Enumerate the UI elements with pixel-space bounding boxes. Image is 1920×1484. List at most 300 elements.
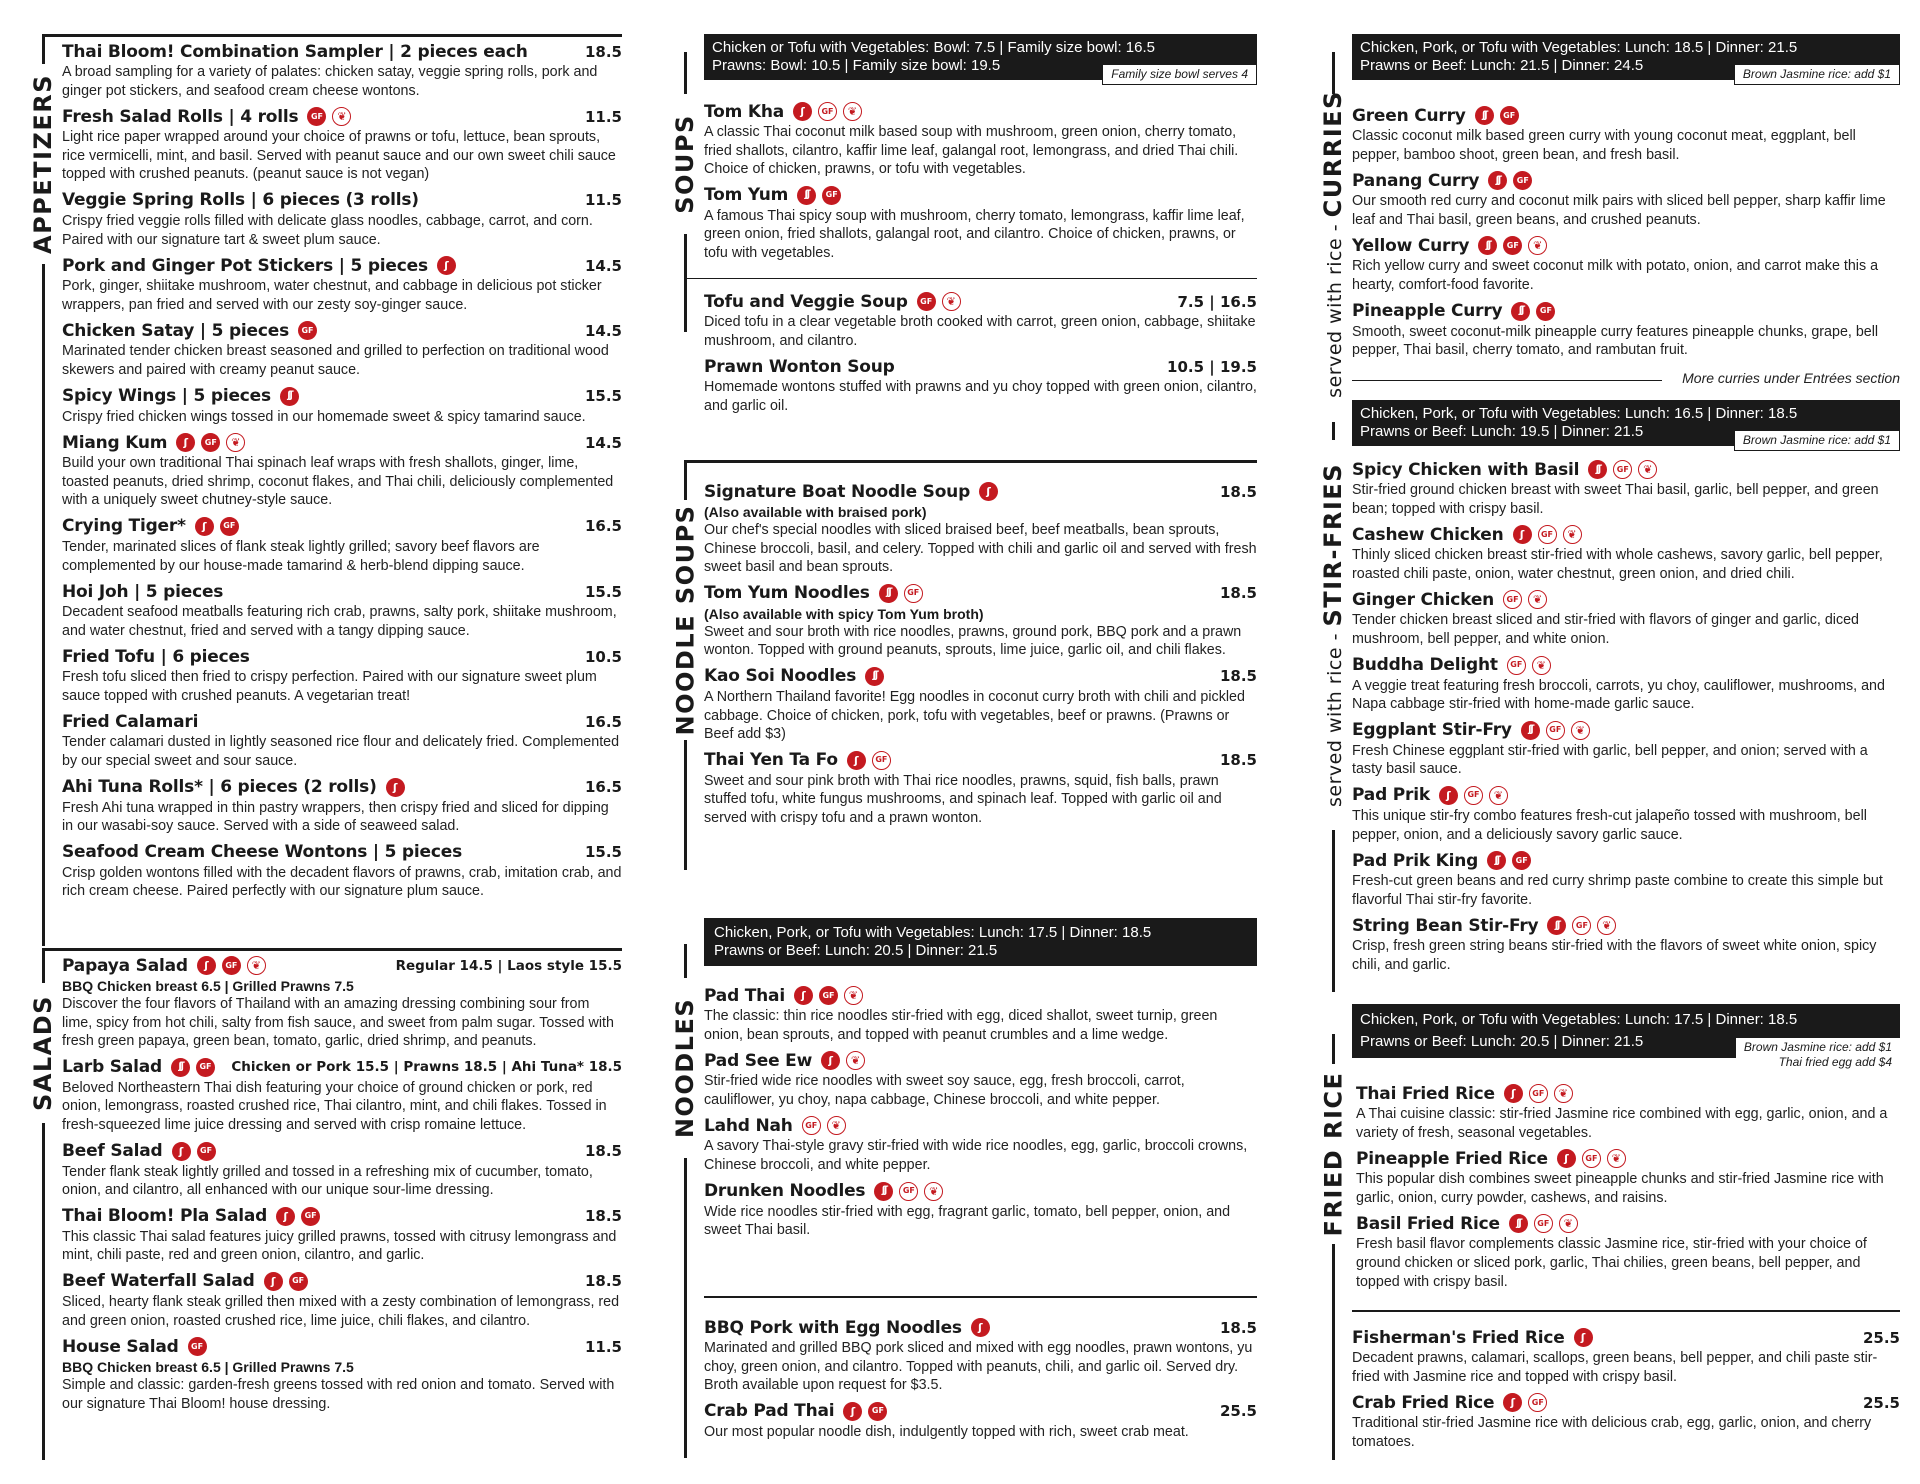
gf-icon: GF [868, 1402, 887, 1421]
dietary-icons [793, 102, 862, 121]
menu-item-name: Basil Fried Rice [1356, 1213, 1500, 1234]
noodles-section [672, 918, 1257, 1458]
menu-item-header [62, 1335, 622, 1358]
menu-item [704, 355, 1257, 415]
menu-item-price: 16.5 [584, 712, 622, 731]
menu-item-price: 10.5 [584, 647, 622, 666]
stir-fries-list [1352, 458, 1900, 980]
menu-item [1352, 169, 1900, 229]
menu-item-description: Our smooth red curry and coconut milk pairs with sliced bell pepper, sharp kaffir lime leaf and Thai basil, green beans, and crushed peanuts. [1352, 193, 1886, 228]
chili-icon: ʃ [821, 1051, 840, 1070]
chili-icon: ʃ [843, 1402, 862, 1421]
dietary-icons [197, 956, 266, 975]
menu-item-name: Ginger Chicken [1352, 589, 1495, 610]
menu-item-header [1356, 1082, 1900, 1105]
noodles-list-2 [704, 1316, 1257, 1446]
double-chili-icon: ʃʃ [1475, 106, 1494, 125]
leaf-icon: ❦ [1554, 1084, 1573, 1103]
menu-item-header [1352, 588, 1900, 611]
menu-item [704, 290, 1257, 350]
menu-item [1352, 300, 1900, 360]
menu-item-name: Crying Tiger* [62, 516, 186, 537]
menu-item-description: A famous Thai spicy soup with mushroom, cherry tomato, lemongrass, kaffir lime leaf, green onion, fried shallots, galangal root, and cilantro. Choice of chicken, prawns, or tofu with vegetables. [704, 207, 1245, 261]
menu-item-description: Decadent prawns, calamari, scallops, green beans, bell pepper, and chili paste stir-fried with Jasmine rice and topped with crispy basil. [1352, 1350, 1878, 1385]
menu-item-description: Crispy fried veggie rolls filled with delicate glass noodles, cabbage, carrot, and corn. Paired with our signature tart & sweet plum sauce. [62, 212, 593, 248]
leaf-icon: ❦ [1528, 236, 1547, 255]
curries-divider [1352, 380, 1662, 381]
menu-item-description: Homemade wontons stuffed with prawns and yu choy topped with green onion, cilantro, and garlic oil. [704, 379, 1257, 414]
price-line: Chicken, Pork, or Tofu with Vegetables: Lunch: 18.5 | Dinner: 21.5 [1360, 39, 1798, 56]
menu-item [704, 184, 1257, 263]
gf-option-icon: GF [1464, 786, 1483, 805]
menu-item [1356, 1147, 1900, 1207]
chili-icon: ʃ [794, 986, 813, 1005]
menu-item-name: Fried Calamari [62, 711, 199, 732]
menu-item-name: Crab Pad Thai [704, 1401, 835, 1422]
menu-item-header [1352, 784, 1900, 807]
menu-item [62, 1140, 622, 1200]
leaf-icon: ❦ [1532, 656, 1551, 675]
menu-item-name: Hoi Joh | 5 pieces [62, 581, 224, 602]
menu-item-name: Beef Salad [62, 1141, 163, 1162]
menu-item [704, 1400, 1257, 1442]
leaf-icon: ❦ [1489, 786, 1508, 805]
fried-rice-list [1356, 1082, 1900, 1296]
section-top-rule [42, 948, 622, 951]
menu-item-price: 11.5 [584, 191, 622, 210]
menu-item [62, 1205, 622, 1265]
dietary-icons [386, 778, 405, 797]
menu-item [62, 254, 622, 314]
menu-item-description: Tender chicken breast sliced and stir-fried with flavors of ginger and garlic, diced mushroom, bell pepper, and white onion. [1352, 612, 1859, 647]
menu-item-name: Tofu and Veggie Soup [704, 291, 908, 312]
leaf-icon: ❦ [1563, 525, 1582, 544]
menu-item-header [62, 254, 622, 277]
menu-item-header [1352, 654, 1900, 677]
gf-option-icon: GF [1529, 1084, 1548, 1103]
section-top-rule [684, 460, 1257, 463]
menu-item-description: This unique stir-fry combo features fresh-cut jalapeño tossed with mushroom, bell pepper, onion, and a deliciously savory garlic sauce. [1352, 807, 1867, 843]
noodles-price-box [704, 918, 1257, 966]
fried-rice-notes [1736, 1038, 1900, 1072]
menu-item-name: String Bean Stir-Fry [1352, 915, 1539, 936]
double-chili-icon: ʃʃ [1509, 1214, 1528, 1233]
leaf-icon: ❦ [1559, 1214, 1578, 1233]
menu-item-name: Thai Fried Rice [1356, 1083, 1495, 1104]
menu-item-description: Fresh Ahi tuna wrapped in thin pastry wrappers, then crispy fried and sliced for dipping in our wasabi-soy sauce. Served with a side of seaweed salad. [62, 799, 609, 835]
menu-item [62, 105, 622, 184]
noodle-soups-list [704, 480, 1257, 833]
menu-item-description: Tender, marinated slices of flank steak lightly grilled; savory beef flavors are complemented by our house-made tamarind & herb-blend dipping sauce. [62, 538, 540, 574]
gf-icon: GF [220, 517, 239, 536]
menu-item-name: Papaya Salad [62, 955, 188, 976]
dietary-icons [1478, 236, 1547, 255]
gf-option-icon: GF [872, 751, 891, 770]
menu-item [704, 1316, 1257, 1395]
gf-icon: GF [301, 1207, 320, 1226]
chili-icon: ʃ [847, 751, 866, 770]
dietary-icons [1507, 656, 1551, 675]
menu-item-header [1352, 849, 1900, 872]
gf-option-icon: GF [818, 102, 837, 121]
section-title: NOODLES [667, 978, 703, 1158]
dietary-icons [1557, 1149, 1626, 1168]
dietary-icons [1521, 721, 1590, 740]
double-chili-icon: ʃʃ [874, 1182, 893, 1201]
dietary-icons [979, 482, 998, 501]
menu-item-header [62, 40, 622, 63]
leaf-icon: ❦ [843, 102, 862, 121]
dietary-icons [264, 1272, 308, 1291]
menu-item [62, 515, 622, 575]
leaf-icon: ❦ [226, 433, 245, 452]
menu-item-description: Fresh Chinese eggplant stir-fried with garlic, bell pepper, and onion; served with a tasty basil sauce. [1352, 742, 1868, 778]
menu-item-description: Stir-fried wide rice noodles with sweet soy sauce, egg, fresh broccoli, carrot, cauliflower, yu choy, napa cabbage, Chinese broccoli, and white pepper. [704, 1073, 1185, 1108]
menu-item-price: 18.5 [1219, 482, 1257, 501]
menu-item-description: Discover the four flavors of Thailand with an amazing dressing combining sour from lime, spicy from hot chili, salty from fish sauce, and sweet from palm sugar. Tossed with fresh green papaya, green bean, tomato, garlic, dried shrimp, and peanuts. [62, 996, 614, 1050]
gf-option-icon: GF [1538, 525, 1557, 544]
leaf-icon: ❦ [1528, 590, 1547, 609]
menu-item-header [704, 749, 1257, 772]
menu-item-name: Fisherman's Fried Rice [1352, 1327, 1565, 1348]
menu-item-description: Diced tofu in a clear vegetable broth cooked with carrot, green onion, cabbage, shiitake mushroom, and cilantro. [704, 314, 1256, 349]
menu-item [704, 1114, 1257, 1174]
dietary-icons [794, 986, 863, 1005]
menu-item-description: Rich yellow curry and sweet coconut milk with potato, onion, and carrot make this a hearty, comfort-food favorite. [1352, 258, 1879, 293]
menu-item-header [1352, 1326, 1900, 1349]
gf-icon: GF [222, 956, 241, 975]
double-chili-icon: ʃʃ [1521, 721, 1540, 740]
more-curries-note: More curries under Entrées section [1682, 370, 1900, 386]
menu-item-header [62, 1270, 622, 1293]
gf-icon: GF [298, 321, 317, 340]
menu-item-price: 18.5 [584, 1142, 622, 1161]
menu-item-price: 25.5 [1862, 1393, 1900, 1412]
menu-item-header [62, 776, 622, 799]
chili-icon: ʃ [176, 433, 195, 452]
leaf-icon: ❦ [1571, 721, 1590, 740]
menu-item-description: Fresh-cut green beans and red curry shrimp paste combine to create this simple but flavorful Thai stir-fry favorite. [1352, 873, 1883, 908]
dietary-icons [879, 584, 923, 603]
menu-item-price: 15.5 [584, 387, 622, 406]
menu-item-name: Yellow Curry [1352, 235, 1470, 256]
soups-section [672, 34, 1257, 434]
fried-rice-list-2 [1352, 1326, 1900, 1456]
menu-item-addon: BBQ Chicken breast 6.5 | Grilled Prawns 7.5 [62, 978, 354, 994]
fried-egg-note: Thai fried egg add $4 [1778, 1055, 1892, 1069]
dietary-icons [971, 1318, 990, 1337]
gf-option-icon: GF [1528, 1393, 1547, 1412]
chili-icon: ʃ [276, 1207, 295, 1226]
brown-rice-note: Brown Jasmine rice: add $1 [1734, 64, 1900, 85]
gf-option-icon: GF [1534, 1214, 1553, 1233]
menu-item-name: Tom Kha [704, 101, 784, 122]
menu-item-description: Fresh tofu sliced then fried to crispy perfection. Paired with our signature sweet plum sauce topped with crushed peanuts. A vegetarian treat! [62, 669, 597, 704]
menu-item-price: 14.5 [584, 256, 622, 275]
dietary-icons [1475, 106, 1519, 125]
menu-item-header [704, 184, 1257, 207]
dietary-icons [1513, 525, 1582, 544]
menu-item-name: Green Curry [1352, 105, 1466, 126]
menu-item-name: Signature Boat Noodle Soup [704, 481, 971, 502]
menu-item-header [62, 1140, 622, 1163]
menu-item [704, 100, 1257, 179]
menu-item-header [1352, 300, 1900, 323]
menu-item [62, 40, 622, 100]
menu-item-description: Beloved Northeastern Thai dish featuring your choice of ground chicken or pork, red onion, lemongrass, roasted crushed rice, Thai cilantro, mint, and chili flakes. Tossed in fresh-squeezed lime juice dressing and served with crisp romaine lettuce. [62, 1079, 607, 1133]
menu-item-name: Prawn Wonton Soup [704, 356, 895, 377]
section-top-rule [42, 34, 622, 37]
dietary-icons [843, 1402, 887, 1421]
menu-item [1352, 1391, 1900, 1451]
menu-item-header [1352, 169, 1900, 192]
dietary-icons [865, 667, 884, 686]
menu-item-header [62, 1205, 622, 1228]
menu-item-description: Simple and classic: garden-fresh greens tossed with red onion and tomato. Served with our signature Thai Bloom! house dressing. [62, 1377, 615, 1412]
menu-item-header [62, 954, 622, 977]
gf-icon: GF [917, 292, 936, 311]
soups-list [704, 100, 1257, 268]
menu-item-description: Build your own traditional Thai spinach leaf wraps with fresh shallots, ginger, lime, toasted peanuts, dried shrimp, coconut flakes, and Thai chili, deliciously complemented with a uniquely sweet chutney-style sauce. [62, 455, 614, 509]
menu-item-description: This classic Thai salad features juicy grilled prawns, tossed with citrusy lemongrass and mint, chili paste, red and green onion, cilantro, and garlic. [62, 1228, 617, 1264]
leaf-icon: ❦ [846, 1051, 865, 1070]
menu-item-name: Seafood Cream Cheese Wontons | 5 pieces [62, 842, 462, 863]
menu-item-description: Crisp golden wontons filled with the decadent flavors of prawns, crab, imitation crab, and rich cream cheese. Paired perfectly with our signature plum sauce. [62, 864, 622, 900]
salads-list [62, 954, 622, 1418]
menu-item [1352, 784, 1900, 844]
menu-item-name: Buddha Delight [1352, 655, 1498, 676]
section-title: NOODLE SOUPS [667, 500, 703, 740]
menu-item [1352, 719, 1900, 779]
gf-option-icon: GF [802, 1116, 821, 1135]
dietary-icons [172, 1142, 216, 1161]
price-line: Chicken, Pork, or Tofu with Vegetables: Lunch: 16.5 | Dinner: 18.5 [1360, 405, 1798, 422]
menu-item-header [62, 189, 622, 212]
leaf-icon: ❦ [1597, 916, 1616, 935]
double-chili-icon: ʃʃ [879, 584, 898, 603]
menu-item-name: Kao Soi Noodles [704, 666, 857, 687]
menu-item-price: 18.5 [584, 42, 622, 61]
double-chili-icon: ʃʃ [865, 667, 884, 686]
noodle-soups-section [672, 460, 1257, 870]
menu-item-header [704, 1316, 1257, 1339]
dietary-icons [307, 107, 351, 126]
menu-item-name: Tom Yum Noodles [704, 583, 870, 604]
leaf-icon: ❦ [827, 1116, 846, 1135]
menu-item-header [704, 984, 1257, 1007]
price-line: Prawns or Beef: Lunch: 20.5 | Dinner: 21.5 [1360, 1033, 1644, 1050]
menu-item-description: Crisp, fresh green string beans stir-fried with the flavors of sweet white onion, spicy chili, and garlic. [1352, 938, 1877, 973]
dietary-icons [176, 433, 245, 452]
gf-icon: GF [1503, 236, 1522, 255]
menu-item-name: Fresh Salad Rolls | 4 rolls [62, 106, 299, 127]
chili-icon: ʃ [1574, 1328, 1593, 1347]
menu-item-name: Chicken Satay | 5 pieces [62, 320, 289, 341]
menu-item-description: Fresh basil flavor complements classic Jasmine rice, stir-fried with your choice of ground chicken or sliced pork, garlic, Thai chilies, green beans, bell pepper, and topped with crispy basil. [1356, 1236, 1867, 1290]
gf-icon: GF [1536, 302, 1555, 321]
menu-item-header [62, 431, 622, 454]
section-title: APPETIZERS [25, 64, 61, 264]
menu-item-name: House Salad [62, 1336, 179, 1357]
menu-item-description: Sliced, hearty flank steak grilled then mixed with a zesty combination of lemongrass, red and green onion, roasted crushed rice, lime juice, chili flakes, and cilantro. [62, 1293, 620, 1329]
menu-item [62, 776, 622, 836]
menu-item-header [704, 582, 1257, 605]
menu-item-name: Thai Yen Ta Fo [704, 750, 838, 771]
menu-item [704, 665, 1257, 744]
menu-item [62, 954, 622, 1051]
menu-item-header [704, 355, 1257, 378]
chili-icon: ʃ [1513, 525, 1532, 544]
double-chili-icon: ʃʃ [1547, 916, 1566, 935]
menu-item-name: Fried Tofu | 6 pieces [62, 646, 250, 667]
menu-item [62, 710, 622, 770]
soups-list-2 [704, 290, 1257, 420]
menu-item-header [704, 100, 1257, 123]
chili-icon: ʃ [264, 1272, 283, 1291]
menu-item-description: Our chef's special noodles with sliced braised beef, beef meatballs, bean sprouts, Chinese broccoli, basil, and celery. Topped with chili and garlic oil and served with fresh sweet basil and bean sprouts. [704, 522, 1257, 576]
dietary-icons [1511, 302, 1555, 321]
menu-item-header [62, 515, 622, 538]
menu-item-name: Pineapple Fried Rice [1356, 1148, 1548, 1169]
price-line: Chicken, Pork, or Tofu with Vegetables: Lunch: 17.5 | Dinner: 18.5 [1360, 1011, 1798, 1028]
double-chili-icon: ʃʃ [797, 186, 816, 205]
dietary-icons [1503, 590, 1547, 609]
leaf-icon: ❦ [247, 956, 266, 975]
chili-icon: ʃ [195, 517, 214, 536]
menu-item-header [62, 105, 622, 128]
gf-icon: GF [822, 186, 841, 205]
menu-item-price: 11.5 [584, 107, 622, 126]
menu-item [1352, 234, 1900, 294]
menu-item-description: Wide rice noodles stir-fried with egg, fragrant garlic, tomato, bell pepper, onion, and sweet Thai basil. [704, 1203, 1231, 1239]
menu-item-price: 18.5 [584, 1272, 622, 1291]
gf-icon: GF [1500, 106, 1519, 125]
menu-item-description: A broad sampling for a variety of palates: chicken satay, veggie spring rolls, pork and ginger pot stickers, and seafood cream cheese wontons. [62, 64, 598, 99]
menu-item-description: The classic: thin rice noodles stir-fried with egg, diced shallot, sweet turnip, green onion, bean sprouts, and topped with peanut crumbles and a lime wedge. [704, 1008, 1218, 1043]
menu-item-name: Larb Salad [62, 1057, 162, 1078]
gf-option-icon: GF [1507, 656, 1526, 675]
menu-item [704, 480, 1257, 577]
menu-item-description: Smooth, sweet coconut-milk pineapple curry features pineapple chunks, grape, bell pepper, Thai basil, cherry tomato, and rambutan fruit. [1352, 323, 1879, 359]
menu-item-header [1352, 523, 1900, 546]
menu-item-addon: (Also available with spicy Tom Yum broth) [704, 605, 984, 622]
menu-item-price: Regular 14.5 | Laos style 15.5 [395, 957, 622, 974]
menu-item-price: 10.5 | 19.5 [1167, 357, 1257, 376]
menu-item [62, 645, 622, 705]
section-title: served with rice - CURRIES [1315, 94, 1351, 394]
section-title: SOUPS [667, 94, 703, 234]
menu-item-price: 14.5 [584, 433, 622, 452]
chili-icon: ʃ [1503, 1393, 1522, 1412]
price-line: Prawns or Beef: Lunch: 21.5 | Dinner: 24.5 [1360, 57, 1644, 74]
menu-item-header [704, 1114, 1257, 1137]
menu-item-name: Pork and Ginger Pot Stickers | 5 pieces [62, 255, 428, 276]
dietary-icons [821, 1051, 865, 1070]
menu-item-header [704, 480, 1257, 503]
menu-item-name: Ahi Tuna Rolls* | 6 pieces (2 rolls) [62, 777, 377, 798]
dietary-icons [1547, 916, 1616, 935]
fried-rice-divider [1352, 1310, 1900, 1312]
price-line: Chicken, Pork, or Tofu with Vegetables: Lunch: 17.5 | Dinner: 18.5 [714, 924, 1152, 941]
menu-item-price: 16.5 [584, 778, 622, 797]
chili-icon: ʃ [437, 256, 456, 275]
leaf-icon: ❦ [332, 107, 351, 126]
menu-item-name: Spicy Wings | 5 pieces [62, 386, 271, 407]
price-line: Prawns or Beef: Lunch: 19.5 | Dinner: 21.5 [1360, 423, 1644, 440]
dietary-icons [298, 321, 317, 340]
leaf-icon: ❦ [1607, 1149, 1626, 1168]
menu-item-header [62, 580, 622, 603]
chili-icon: ʃ [1439, 786, 1458, 805]
chili-icon: ʃ [197, 956, 216, 975]
menu-item [62, 1335, 622, 1413]
menu-item-name: BBQ Pork with Egg Noodles [704, 1317, 962, 1338]
chili-icon: ʃ [1504, 1084, 1523, 1103]
double-chili-icon: ʃʃ [1478, 236, 1497, 255]
stir-fries-section [1320, 400, 1900, 992]
soups-divider [684, 278, 1257, 279]
menu-item-description: Light rice paper wrapped around your choice of prawns or tofu, lettuce, bean sprouts, rice vermicelli, mint, and basil. Served with peanut sauce and our own sweet chili sauce topped with crushed peanuts. (peanut sauce is not vegan) [62, 129, 616, 183]
menu-item-addon: (Also available with braised pork) [704, 504, 927, 520]
menu-item [1352, 914, 1900, 974]
menu-item [704, 1180, 1257, 1240]
dietary-icons [276, 1207, 320, 1226]
menu-item [62, 385, 622, 427]
menu-item-name: Eggplant Stir-Fry [1352, 720, 1512, 741]
family-note: Family size bowl serves 4 [1102, 64, 1257, 85]
dietary-icons [1488, 171, 1532, 190]
fried-rice-section [1320, 1004, 1900, 1460]
menu-item-description: A savory Thai-style gravy stir-fried with wide rice noodles, egg, garlic, broccoli crowns, Chinese broccoli, and white pepper. [704, 1138, 1248, 1173]
menu-item-header [704, 290, 1257, 313]
section-title: FRIED RICE [1315, 1064, 1351, 1244]
section-title: served with rice - STIR-FRIES [1315, 440, 1351, 830]
menu-item [1352, 654, 1900, 714]
dietary-icons [797, 186, 841, 205]
menu-item-description: Classic coconut milk based green curry with young coconut meat, eggplant, bell pepper, bamboo shoot, green bean, and fresh basil. [1352, 128, 1856, 163]
menu-item-description: Thinly sliced chicken breast stir-fried with whole cashews, savory garlic, bell pepper, roasted chili paste, onion, water chestnut, green onion, and dried chili. [1352, 547, 1883, 582]
dietary-icons [1439, 786, 1508, 805]
gf-icon: GF [307, 107, 326, 126]
brown-rice-note: Brown Jasmine rice: add $1 [1734, 430, 1900, 451]
chili-icon: ʃ [979, 482, 998, 501]
dietary-icons [1588, 460, 1657, 479]
noodles-list [704, 984, 1257, 1245]
section-title: SALADS [25, 983, 61, 1123]
menu-item-description: Marinated and grilled BBQ pork sliced and mixed with egg noodles, prawn wontons, yu choy, green onion, and cilantro. Topped with peanuts, chili, and garlic oil. Served dry. Broth available upon request for $3.5. [704, 1340, 1253, 1394]
menu-item-name: Crab Fried Rice [1352, 1392, 1495, 1413]
gf-icon: GF [289, 1272, 308, 1291]
dietary-icons [847, 751, 891, 770]
menu-item-header [1352, 104, 1900, 127]
menu-item-description: Traditional stir-fried Jasmine rice with delicious crab, egg, garlic, onion, and cherry tomatoes. [1352, 1415, 1872, 1450]
menu-item-price: 18.5 [1219, 1318, 1257, 1337]
menu-item-name: Thai Bloom! Pla Salad [62, 1206, 268, 1227]
double-chili-icon: ʃʃ [1488, 171, 1507, 190]
menu-item-header [1352, 234, 1900, 257]
menu-item-header [62, 319, 622, 342]
double-chili-icon: ʃʃ [171, 1058, 190, 1077]
gf-icon: GF [196, 1058, 215, 1077]
double-chili-icon: ʃʃ [1487, 851, 1506, 870]
menu-item-name: Tom Yum [704, 185, 789, 206]
menu-item-description: Stir-fried ground chicken breast with sweet Thai basil, garlic, bell pepper, and green bean; topped with crispy basil. [1352, 482, 1879, 517]
menu-item-price: 18.5 [1219, 667, 1257, 686]
double-chili-icon: ʃʃ [1511, 302, 1530, 321]
chili-icon: ʃ [172, 1142, 191, 1161]
menu-item-header [1356, 1147, 1900, 1170]
menu-item [1352, 523, 1900, 583]
